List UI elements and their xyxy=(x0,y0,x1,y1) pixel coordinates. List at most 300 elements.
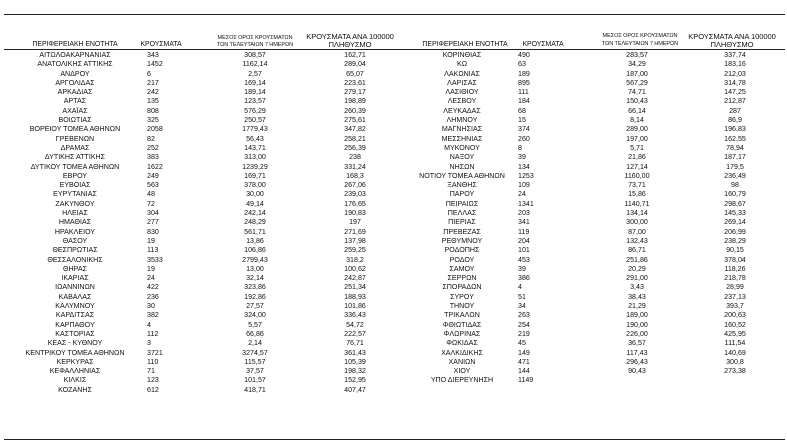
cases-cell: 6 xyxy=(147,69,151,78)
cases-cell: 24 xyxy=(518,190,526,199)
cases-cell: 134 xyxy=(518,162,530,171)
cases-cell: 219 xyxy=(518,329,530,338)
region-cell: ΚΟΖΑΝΗΣ xyxy=(58,385,92,394)
region-cell: ΚΕΑΣ - ΚΥΘΝΟΥ xyxy=(47,339,103,348)
table-row xyxy=(395,190,787,199)
per-capita-cell: 318,2 xyxy=(346,255,364,264)
avg-cell: 15,86 xyxy=(628,190,646,199)
table-row xyxy=(395,265,787,274)
per-capita-cell: 28,99 xyxy=(726,283,744,292)
per-capita-cell: 258,21 xyxy=(344,134,366,143)
avg-cell: 38,43 xyxy=(628,292,646,301)
per-capita-cell: 279,17 xyxy=(344,88,366,97)
region-cell: ΕΥΒΟΙΑΣ xyxy=(59,181,91,190)
per-capita-cell: 162,71 xyxy=(344,51,366,59)
table-row xyxy=(0,246,395,255)
cases-cell: 3721 xyxy=(147,348,163,357)
region-cell: ΛΑΡΙΣΑΣ xyxy=(447,78,477,87)
avg-cell: 1160,00 xyxy=(624,171,650,180)
avg-cell: 123,57 xyxy=(244,97,266,106)
per-capita-cell: 198,89 xyxy=(344,97,366,106)
avg-cell: 308,57 xyxy=(244,51,266,59)
table-row xyxy=(0,163,395,172)
avg-cell: 189,14 xyxy=(244,88,266,97)
avg-cell: 74,71 xyxy=(628,88,646,97)
table-row xyxy=(0,386,395,395)
per-capita-cell: 90,15 xyxy=(726,246,744,255)
per-capita-cell: 137,98 xyxy=(344,236,366,245)
table-row xyxy=(395,367,787,376)
table-row xyxy=(395,311,787,320)
region-cell: ΘΑΣΟΥ xyxy=(62,236,88,245)
region-cell: ΡΟΔΟΠΗΣ xyxy=(444,246,480,255)
region-cell: ΜΑΓΝΗΣΙΑΣ xyxy=(441,125,483,134)
table-row xyxy=(0,265,395,274)
avg-cell: 5,57 xyxy=(248,320,262,329)
region-cell: ΚΕΦΑΛΛΗΝΙΑΣ xyxy=(49,367,101,376)
region-cell: ΦΩΚΙΔΑΣ xyxy=(446,339,478,348)
region-cell: ΠΑΡΟΥ xyxy=(449,190,475,199)
table-row xyxy=(0,358,395,367)
region-cell: ΤΗΝΟΥ xyxy=(449,302,475,311)
cases-cell: 24 xyxy=(147,274,155,283)
avg-cell: 242,14 xyxy=(244,209,266,218)
cases-cell: 563 xyxy=(147,181,159,190)
region-cell: ΚΙΛΚΙΣ xyxy=(63,376,87,385)
avg-cell: 1779,43 xyxy=(242,125,268,134)
region-cell: ΚΕΝΤΡΙΚΟΥ ΤΟΜΕΑ ΑΘΗΝΩΝ xyxy=(25,348,125,357)
cases-cell: 113 xyxy=(147,246,159,255)
cases-cell: 382 xyxy=(147,311,159,320)
per-capita-cell: 407,47 xyxy=(344,385,366,394)
table-row xyxy=(0,283,395,292)
header-region: ΠΕΡΙΦΕΡΕΙΑΚΗ ΕΝΟΤΗΤΑ xyxy=(422,41,508,48)
per-capita-cell: 336,43 xyxy=(344,311,366,320)
per-capita-cell: 168,3 xyxy=(346,171,364,180)
avg-cell: 2,57 xyxy=(248,69,262,78)
avg-cell: 197,00 xyxy=(626,134,648,143)
cases-cell: 304 xyxy=(147,209,159,218)
avg-cell: 190,00 xyxy=(626,320,648,329)
table-row xyxy=(395,88,787,97)
per-capita-cell: 242,87 xyxy=(344,274,366,283)
table-row xyxy=(395,51,787,60)
per-capita-cell: 222,57 xyxy=(344,329,366,338)
table-row xyxy=(0,70,395,79)
avg-cell: 115,57 xyxy=(244,357,266,366)
table-row xyxy=(395,283,787,292)
region-cell: ΝΑΞΟΥ xyxy=(449,153,475,162)
cases-cell: 471 xyxy=(518,357,530,366)
region-cell: ΓΡΕΒΕΝΩΝ xyxy=(55,134,95,143)
cases-cell: 4 xyxy=(147,320,151,329)
per-capita-cell: 190,83 xyxy=(344,209,366,218)
avg-cell: 2,14 xyxy=(248,339,262,348)
per-capita-cell: 361,43 xyxy=(344,348,366,357)
table-row xyxy=(0,274,395,283)
table-row xyxy=(395,209,787,218)
cases-cell: 63 xyxy=(518,60,526,69)
cases-cell: 204 xyxy=(518,236,530,245)
cases-cell: 1253 xyxy=(518,171,534,180)
cases-cell: 490 xyxy=(518,51,530,59)
avg-cell: 300,00 xyxy=(626,218,648,227)
header-per-line1: ΚΡΟΥΣΜΑΤΑ ΑΝΑ 100000 xyxy=(688,32,776,41)
region-cell: ΝΟΤΙΟΥ ΤΟΜΕΑ ΑΘΗΝΩΝ xyxy=(419,171,505,180)
avg-cell: 134,14 xyxy=(626,209,648,218)
avg-cell: 1239,29 xyxy=(242,162,268,171)
table-row xyxy=(395,60,787,69)
cases-cell: 39 xyxy=(518,264,526,273)
region-cell: ΑΡΚΑΔΙΑΣ xyxy=(57,88,93,97)
region-cell: ΖΑΚΥΝΘΟΥ xyxy=(55,199,95,208)
region-cell: ΑΧΑΪΑΣ xyxy=(62,106,88,115)
cases-cell: 71 xyxy=(147,367,155,376)
table-row xyxy=(395,349,787,358)
avg-cell: 150,43 xyxy=(626,97,648,106)
per-capita-cell: 147,25 xyxy=(724,88,746,97)
header-per-line2: ΠΛΗΘΥΣΜΟ xyxy=(710,40,754,49)
region-cell: ΚΑΛΥΜΝΟΥ xyxy=(55,302,95,311)
avg-cell: 49,14 xyxy=(246,199,264,208)
per-capita-cell: 212,03 xyxy=(724,69,746,78)
region-cell: ΦΘΙΩΤΙΔΑΣ xyxy=(442,320,482,329)
per-capita-cell: 298,67 xyxy=(724,199,746,208)
cases-cell: 383 xyxy=(147,153,159,162)
table-row xyxy=(395,153,787,162)
avg-cell: 27,57 xyxy=(246,302,264,311)
cases-cell: 135 xyxy=(147,97,159,106)
per-capita-cell: 267,06 xyxy=(344,181,366,190)
table-row xyxy=(395,200,787,209)
avg-cell: 127,14 xyxy=(626,162,648,171)
region-cell: ΛΕΥΚΑΔΑΣ xyxy=(443,106,481,115)
per-capita-cell: 273,38 xyxy=(724,367,746,376)
cases-cell: 45 xyxy=(518,339,526,348)
avg-cell: 289,00 xyxy=(626,125,648,134)
region-cell: ΧΑΝΙΩΝ xyxy=(448,357,476,366)
cases-cell: 15 xyxy=(518,116,526,125)
cases-cell: 68 xyxy=(518,106,526,115)
region-cell: ΕΥΡΥΤΑΝΙΑΣ xyxy=(53,190,97,199)
cases-cell: 217 xyxy=(147,78,159,87)
region-cell: ΜΥΚΟΝΟΥ xyxy=(444,143,480,152)
table-row xyxy=(0,135,395,144)
region-cell: ΣΥΡΟΥ xyxy=(450,292,474,301)
avg-cell: 3,43 xyxy=(630,283,644,292)
region-cell: ΦΛΩΡΙΝΑΣ xyxy=(443,329,481,338)
avg-cell: 13,00 xyxy=(246,264,264,273)
cases-cell: 252 xyxy=(147,143,159,152)
avg-cell: 323,86 xyxy=(244,283,266,292)
per-capita-cell: 206,99 xyxy=(724,227,746,236)
table-row xyxy=(395,163,787,172)
avg-cell: 90,43 xyxy=(628,367,646,376)
region-cell: ΗΜΑΘΙΑΣ xyxy=(58,218,92,227)
avg-cell: 34,29 xyxy=(628,60,646,69)
table-row xyxy=(0,51,395,60)
table-row xyxy=(0,79,395,88)
cases-cell: 189 xyxy=(518,69,530,78)
avg-cell: 21,29 xyxy=(628,302,646,311)
avg-cell: 169,14 xyxy=(244,78,266,87)
per-capita-cell: 259,25 xyxy=(344,246,366,255)
avg-cell: 56,43 xyxy=(246,134,264,143)
per-capita-cell: 289,04 xyxy=(344,60,366,69)
region-cell: ΘΕΣΣΑΛΟΝΙΚΗΣ xyxy=(47,255,103,264)
region-cell: ΔΡΑΜΑΣ xyxy=(60,143,90,152)
cases-cell: 19 xyxy=(147,236,155,245)
avg-cell: 192,86 xyxy=(244,292,266,301)
avg-cell: 101,57 xyxy=(244,376,266,385)
cases-cell: 149 xyxy=(518,348,530,357)
table-row xyxy=(395,321,787,330)
avg-cell: 187,00 xyxy=(626,69,648,78)
cases-cell: 4 xyxy=(518,283,522,292)
per-capita-cell: 337,74 xyxy=(724,51,746,59)
table-row xyxy=(0,376,395,385)
avg-cell: 30,00 xyxy=(246,190,264,199)
region-cell: ΑΡΤΑΣ xyxy=(63,97,87,106)
avg-cell: 66,14 xyxy=(628,106,646,115)
avg-cell: 86,71 xyxy=(628,246,646,255)
per-capita-cell: 275,61 xyxy=(344,116,366,125)
region-cell: ΤΡΙΚΑΛΩΝ xyxy=(444,311,480,320)
avg-cell: 561,71 xyxy=(244,227,266,236)
avg-cell: 378,00 xyxy=(244,181,266,190)
per-capita-cell: 140,69 xyxy=(724,348,746,357)
header-avg-line1: ΜΕΣΟΣ ΟΡΟΣ ΚΡΟΥΣΜΑΤΩΝ xyxy=(602,33,678,39)
cases-cell: 101 xyxy=(518,246,530,255)
region-cell: ΔΥΤΙΚΗΣ ΑΤΤΙΚΗΣ xyxy=(44,153,106,162)
avg-cell: 189,00 xyxy=(626,311,648,320)
region-cell: ΚΑΣΤΟΡΙΑΣ xyxy=(55,329,95,338)
header-avg-line1: ΜΕΣΟΣ ΟΡΟΣ ΚΡΟΥΣΜΑΤΩΝ xyxy=(217,35,293,41)
table-row xyxy=(0,172,395,181)
avg-cell: 250,57 xyxy=(244,116,266,125)
per-capita-cell: 160,52 xyxy=(724,320,746,329)
cases-cell: 144 xyxy=(518,367,530,376)
avg-cell: 1162,14 xyxy=(242,60,268,69)
cases-cell: 895 xyxy=(518,78,530,87)
region-cell: ΡΟΔΟΥ xyxy=(449,255,475,264)
per-capita-cell: 314,78 xyxy=(724,78,746,87)
table-row xyxy=(0,237,395,246)
per-capita-cell: 101,86 xyxy=(344,302,366,311)
per-capita-cell: 196,83 xyxy=(724,125,746,134)
table-row xyxy=(0,321,395,330)
cases-cell: 72 xyxy=(147,199,155,208)
cases-cell: 260 xyxy=(518,134,530,143)
table-row xyxy=(395,228,787,237)
cases-cell: 109 xyxy=(518,181,530,190)
cases-cell: 19 xyxy=(147,264,155,273)
table-row xyxy=(395,135,787,144)
avg-cell: 313,00 xyxy=(244,153,266,162)
header-cases: ΚΡΟΥΣΜΑΤΑ xyxy=(522,41,564,48)
table-row xyxy=(395,237,787,246)
per-capita-cell: 188,93 xyxy=(344,292,366,301)
region-cell: ΜΕΣΣΗΝΙΑΣ xyxy=(441,134,483,143)
per-capita-cell: 425,95 xyxy=(724,329,746,338)
cases-cell: 263 xyxy=(518,311,530,320)
region-cell: ΝΗΣΩΝ xyxy=(449,162,475,171)
per-capita-cell: 145,33 xyxy=(724,209,746,218)
per-capita-cell: 54,72 xyxy=(346,320,364,329)
per-capita-cell: 236,49 xyxy=(724,171,746,180)
cases-cell: 2058 xyxy=(147,125,163,134)
table-row xyxy=(0,330,395,339)
left-rows xyxy=(0,51,395,395)
avg-cell: 66,86 xyxy=(246,329,264,338)
table-row xyxy=(0,200,395,209)
avg-cell: 5,71 xyxy=(630,143,644,152)
table-row xyxy=(395,293,787,302)
region-cell: ΚΑΡΠΑΘΟΥ xyxy=(55,320,95,329)
cases-cell: 119 xyxy=(518,227,530,236)
cases-cell: 612 xyxy=(147,385,159,394)
cases-cell: 3533 xyxy=(147,255,163,264)
table-row xyxy=(395,246,787,255)
region-cell: ΡΕΘΥΜΝΟΥ xyxy=(441,236,483,245)
header-cases: ΚΡΟΥΣΜΑΤΑ xyxy=(140,41,182,48)
header-per-line2: ΠΛΗΘΥΣΜΟ xyxy=(328,40,372,49)
header-per-line1: ΚΡΟΥΣΜΑΤΑ ΑΝΑ 100000 xyxy=(306,32,394,41)
avg-cell: 87,00 xyxy=(628,227,646,236)
region-cell: ΠΙΕΡΙΑΣ xyxy=(448,218,476,227)
region-cell: ΑΙΤΩΛΟΑΚΑΡΝΑΝΙΑΣ xyxy=(39,51,111,59)
per-capita-cell: 212,87 xyxy=(724,97,746,106)
table-row xyxy=(0,107,395,116)
cases-cell: 30 xyxy=(147,302,155,311)
region-cell: ΘΕΣΠΡΩΤΙΑΣ xyxy=(52,246,98,255)
table-row xyxy=(395,79,787,88)
region-cell: ΣΑΜΟΥ xyxy=(449,264,475,273)
table-row xyxy=(0,181,395,190)
region-cell: ΠΡΕΒΕΖΑΣ xyxy=(443,227,481,236)
table-row xyxy=(0,153,395,162)
cases-cell: 82 xyxy=(147,134,155,143)
table-row xyxy=(395,97,787,106)
region-cell: ΚΟΡΙΝΘΙΑΣ xyxy=(442,51,482,59)
table-row xyxy=(0,88,395,97)
per-capita-cell: 98 xyxy=(731,181,739,190)
cases-cell: 236 xyxy=(147,292,159,301)
table-row xyxy=(395,70,787,79)
region-cell: ΒΟΙΩΤΙΑΣ xyxy=(58,116,92,125)
per-capita-cell: 260,39 xyxy=(344,106,366,115)
table-row xyxy=(0,228,395,237)
cases-cell: 242 xyxy=(147,88,159,97)
region-cell: ΞΑΝΘΗΣ xyxy=(447,181,477,190)
table-row xyxy=(395,302,787,311)
avg-cell: 2799,43 xyxy=(242,255,268,264)
per-capita-cell: 238 xyxy=(349,153,361,162)
per-capita-cell: 183,16 xyxy=(724,60,746,69)
per-capita-cell: 198,32 xyxy=(344,367,366,376)
per-capita-cell: 179,5 xyxy=(726,162,744,171)
per-capita-cell: 331,24 xyxy=(344,162,366,171)
avg-cell: 132,43 xyxy=(626,236,648,245)
per-capita-cell: 86,9 xyxy=(728,116,742,125)
per-capita-cell: 269,14 xyxy=(724,218,746,227)
per-capita-cell: 200,63 xyxy=(724,311,746,320)
table-row xyxy=(0,116,395,125)
header-avg-line2: ΤΩΝ ΤΕΛΕΥΤΑΙΩΝ 7 ΗΜΕΡΩΝ xyxy=(216,42,294,48)
cases-cell: 386 xyxy=(518,274,530,283)
table-row xyxy=(0,218,395,227)
table-row xyxy=(395,107,787,116)
region-cell: ΚΕΡΚΥΡΑΣ xyxy=(56,357,94,366)
per-capita-cell: 238,29 xyxy=(724,236,746,245)
per-capita-cell: 251,34 xyxy=(344,283,366,292)
cases-cell: 341 xyxy=(518,218,530,227)
avg-cell: 32,14 xyxy=(246,274,264,283)
region-cell: ΛΑΚΩΝΙΑΣ xyxy=(444,69,480,78)
avg-cell: 8,14 xyxy=(630,116,644,125)
per-capita-cell: 162,55 xyxy=(724,134,746,143)
region-cell: ΔΥΤΙΚΟΥ ΤΟΜΕΑ ΑΘΗΝΩΝ xyxy=(30,162,120,171)
avg-cell: 169,71 xyxy=(244,171,266,180)
region-cell: ΥΠΟ ΔΙΕΡΕΥΝΗΣΗ xyxy=(430,376,494,385)
cases-cell: 808 xyxy=(147,106,159,115)
per-capita-cell: 347,82 xyxy=(344,125,366,134)
per-capita-cell: 65,07 xyxy=(346,69,364,78)
table-row xyxy=(395,256,787,265)
avg-cell: 418,71 xyxy=(244,385,266,394)
avg-cell: 324,00 xyxy=(244,311,266,320)
per-capita-cell: 197 xyxy=(349,218,361,227)
region-cell: ΚΩ xyxy=(456,60,468,69)
avg-cell: 21,86 xyxy=(628,153,646,162)
per-capita-cell: 218,78 xyxy=(724,274,746,283)
region-cell: ΚΑΒΑΛΑΣ xyxy=(58,292,92,301)
table-row xyxy=(395,358,787,367)
region-cell: ΕΒΡΟΥ xyxy=(62,171,88,180)
per-capita-cell: 111,54 xyxy=(724,339,746,348)
table-row xyxy=(0,256,395,265)
per-capita-cell: 78,94 xyxy=(726,143,744,152)
cases-cell: 34 xyxy=(518,302,526,311)
region-cell: ΗΡΑΚΛΕΙΟΥ xyxy=(54,227,96,236)
table-row xyxy=(395,172,787,181)
per-capita-cell: 176,65 xyxy=(344,199,366,208)
per-capita-cell: 152,95 xyxy=(344,376,366,385)
avg-cell: 291,00 xyxy=(626,274,648,283)
region-cell: ΣΠΟΡΑΔΩΝ xyxy=(442,283,482,292)
table-row xyxy=(395,144,787,153)
cases-cell: 184 xyxy=(518,97,530,106)
avg-cell: 106,86 xyxy=(244,246,266,255)
avg-cell: 20,29 xyxy=(628,264,646,273)
per-capita-cell: 118,26 xyxy=(724,264,746,273)
region-cell: ΑΝΔΡΟΥ xyxy=(60,69,90,78)
region-cell: ΛΑΣΙΘΙΟΥ xyxy=(445,88,479,97)
per-capita-cell: 237,13 xyxy=(724,292,746,301)
cases-cell: 8 xyxy=(518,143,522,152)
avg-cell: 283,57 xyxy=(626,51,648,59)
region-cell: ΙΚΑΡΙΑΣ xyxy=(61,274,89,283)
table-row xyxy=(0,302,395,311)
per-capita-cell: 378,04 xyxy=(724,255,746,264)
region-cell: ΘΗΡΑΣ xyxy=(63,264,87,273)
table-row xyxy=(395,181,787,190)
avg-cell: 576,29 xyxy=(244,106,266,115)
avg-cell: 226,00 xyxy=(626,329,648,338)
per-capita-cell: 239,03 xyxy=(344,190,366,199)
per-capita-cell: 287 xyxy=(729,106,741,115)
per-capita-cell: 160,79 xyxy=(724,190,746,199)
